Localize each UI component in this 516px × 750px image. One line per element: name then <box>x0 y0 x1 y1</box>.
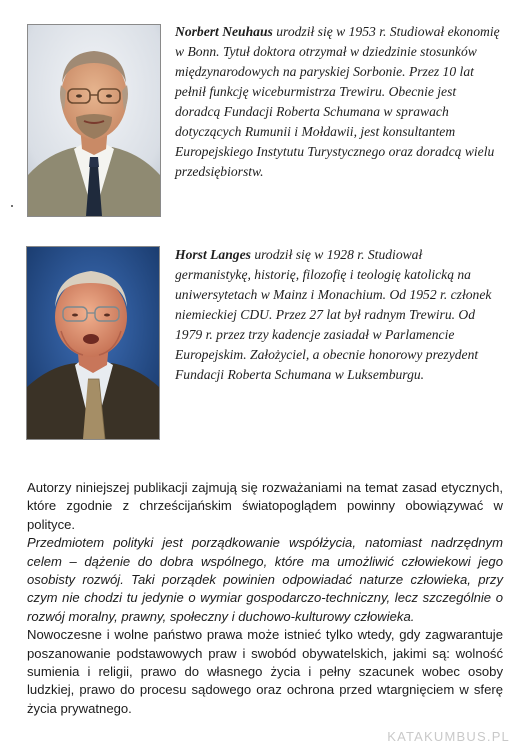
author-bio-norbert-neuhaus <box>175 22 500 182</box>
author-photo-horst-langes <box>26 246 160 440</box>
paragraph-intro: Autorzy niniejszej publikacji zajmują się rozważaniami na temat zasad etycznych, które zgodnie z chrześcijańskim światopoglądem powinny obowiązywać w polityce. <box>27 480 503 532</box>
author-bio-text: urodził się w 1953 r. Studiował ekonomię w Bonn. Tytuł doktora otrzymał w dziedzinie stosunków międzynarodowych na paryskiej Sorbonie. Przez 10 lat pełnił funkcję wiceburmistrza Trewiru. Obecnie jest doradcą Fundacji Roberta Schumana w sprawach dotyczących Rumunii i Mołdawii, jest konsultantem Europejskiego Instytutu Turystycznego oraz doradcą wielu przedsiębiorstw. <box>175 24 500 179</box>
author-bio-text: urodził się w 1928 r. Studiował germanistykę, historię, filozofię i teologię katolicką na uniwersytetach w Mainz i Monachium. Od 1952 r. członek niemieckiej CDU. Przez 27 lat był radnym Trewiru. Od 1979 r. przez trzy kadencje zasiadał w Parlamencie Europejskim. Założyciel, a obecnie honorowy prezydent Fundacji Roberta Schumana w Luksemburgu. <box>175 247 492 382</box>
portrait-illustration <box>27 247 159 439</box>
author-photo-norbert-neuhaus <box>27 24 161 217</box>
portrait-illustration <box>28 25 160 216</box>
paragraph-politics: Przedmiotem polityki jest porządkowanie współżycia, natomiast nadrzędnym celem – dążenie do dobra wspólnego, które ma umożliwić człowiekowi jego osobisty rozwój. Taki porządek powinien odpowiadać naturze człowieka, przy czym nie chodzi tu jedynie o wymiar gospodarczo-techniczny, lecz szczególnie o rozwój moralny, prawny, społeczny i duchowo-kulturowy człowieka. <box>27 535 503 624</box>
watermark: KATAKUMBUS.PL <box>387 729 510 744</box>
paragraph-rule-of-law: Nowoczesne i wolne państwo prawa może istnieć tylko wtedy, gdy zagwarantuje poszanowanie podstawowych praw i swobód obywatelskich, jakimi są: wolność sumienia i religii, prawo do własnego życia i pełny szacunek wobec osoby ludzkiej, prawo do procesu sądowego oraz ochrona przed wtargnięciem w sferę życia prywatnego. <box>27 627 503 716</box>
stray-dot <box>11 205 13 207</box>
author-bio-horst-langes <box>175 245 500 385</box>
author-name: Horst Langes <box>175 247 251 262</box>
publication-description <box>27 479 503 718</box>
author-name: Norbert Neuhaus <box>175 24 273 39</box>
